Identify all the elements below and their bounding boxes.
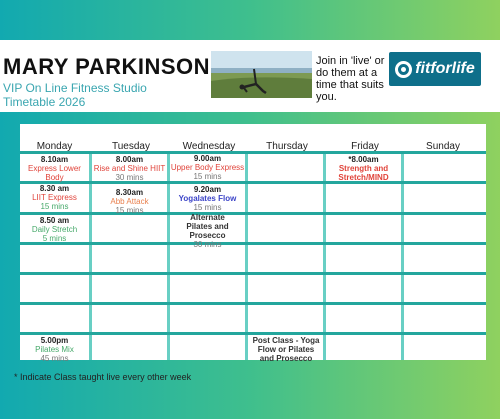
class-cell-mon-4: 5.00pm Pilates Mix 45 mins — [35, 336, 74, 363]
row-divider — [20, 302, 486, 305]
day-header-monday: Monday — [36, 141, 73, 152]
class-cell-wed-2: 9.20am Yogalates Flow 15 mins — [178, 185, 237, 212]
studio-subtitle: VIP On Line Fitness Studio — [3, 81, 147, 95]
class-cell-mon-3: 8.50 am Daily Stretch 5 mins — [31, 216, 78, 243]
class-cell-mon-2: 8.30 am LIIT Express 15 mins — [32, 184, 77, 211]
day-header-thursday: Thursday — [266, 141, 308, 152]
day-header-sunday: Sunday — [426, 141, 460, 152]
footnote: * Indicate Class taught live every other week — [14, 372, 192, 382]
row-divider — [20, 181, 486, 184]
row-divider — [20, 212, 486, 215]
yoga-photo — [211, 51, 312, 98]
day-header-friday: Friday — [351, 141, 379, 152]
promo-text: Join in 'live' or do them at a time that suits you. — [316, 55, 385, 103]
class-cell-mon-1: 8.10am Express Lower Body — [28, 155, 81, 182]
class-cell-wed-1: 9.00am Upper Body Express 15 mins — [170, 154, 245, 181]
row-divider — [20, 242, 486, 245]
target-icon — [395, 61, 412, 78]
class-cell-tue-1: 8.00am Rise and Shine HIIT 30 mins — [93, 155, 166, 182]
row-divider — [20, 272, 486, 275]
day-header-wednesday: Wednesday — [182, 141, 236, 152]
class-cell-wed-3: Alternate Pilates and Prosecco 30 mins — [186, 213, 229, 249]
instructor-name: MARY PARKINSON — [3, 54, 211, 79]
class-cell-tue-2: 8.30am Abb Attack 15 mins — [110, 188, 149, 215]
row-divider — [20, 332, 486, 335]
timetable-year: Timetable 2026 — [3, 95, 86, 109]
class-cell-thu-1: Post Class - Yoga Flow or Pilates and Prosecco — [252, 336, 320, 363]
timetable-grid — [20, 124, 486, 363]
class-cell-fri-1: *8.00am Strength and Stretch/MIND — [338, 155, 389, 182]
fitforlife-logo: fitforlife — [389, 52, 481, 86]
day-header-tuesday: Tuesday — [112, 141, 150, 152]
